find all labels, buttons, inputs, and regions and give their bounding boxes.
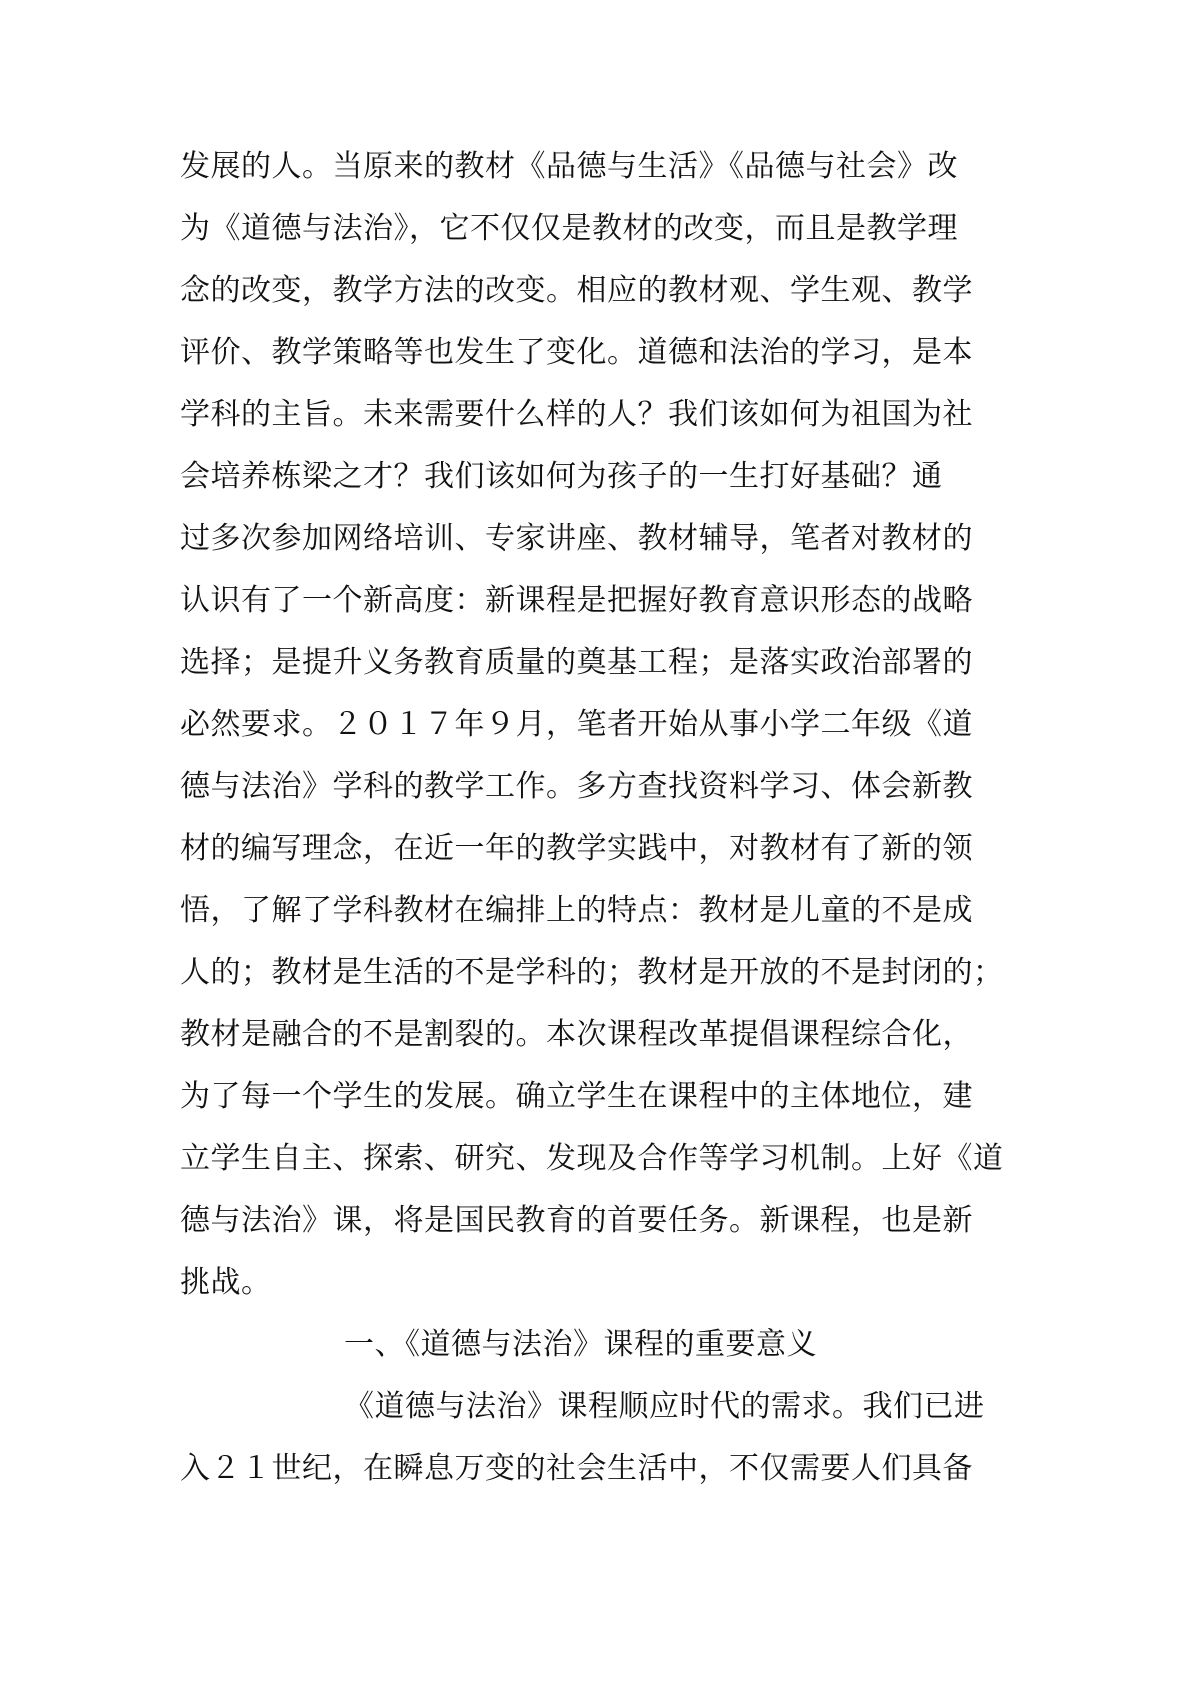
paragraph-line: 为了每一个学生的发展。确立学生在课程中的主体地位，建: [180, 1079, 973, 1114]
paragraph-line: 认识有了一个新高度：新课程是把握好教育意识形态的战略: [180, 583, 973, 618]
paragraph-line: 人的；教材是生活的不是学科的；教材是开放的不是封闭的；: [180, 955, 1004, 990]
paragraph-line: 《道德与法治》课程顺应时代的需求。我们已进: [344, 1389, 985, 1424]
paragraph-line: 教材是融合的不是割裂的。本次课程改革提倡课程综合化，: [180, 1017, 973, 1052]
section-heading: 一、《道德与法治》课程的重要意义: [344, 1327, 817, 1362]
paragraph-line: 为《道德与法治》，它不仅仅是教材的改变，而且是教学理: [180, 211, 958, 246]
paragraph-line: 发展的人。当原来的教材《品德与生活》《品德与社会》改: [180, 149, 958, 184]
paragraph-line: 德与法治》课，将是国民教育的首要任务。新课程，也是新: [180, 1203, 973, 1238]
paragraph-line: 德与法治》学科的教学工作。多方查找资料学习、体会新教: [180, 769, 973, 804]
paragraph-line: 念的改变，教学方法的改变。相应的教材观、学生观、教学: [180, 273, 973, 308]
paragraph-line: 挑战。: [180, 1265, 272, 1300]
paragraph-line: 必然要求。２０１７年９月，笔者开始从事小学二年级《道: [180, 707, 973, 742]
paragraph-line: 材的编写理念，在近一年的教学实践中，对教材有了新的领: [180, 831, 973, 866]
paragraph-line: 学科的主旨。未来需要什么样的人？我们该如何为祖国为社: [180, 397, 973, 432]
paragraph-line: 过多次参加网络培训、专家讲座、教材辅导，笔者对教材的: [180, 521, 973, 556]
paragraph-line: 会培养栋梁之才？我们该如何为孩子的一生打好基础？通: [180, 459, 943, 494]
paragraph-line: 立学生自主、探索、研究、发现及合作等学习机制。上好《道: [180, 1141, 1004, 1176]
paragraph-line: 选择；是提升义务教育质量的奠基工程；是落实政治部署的: [180, 645, 973, 680]
paragraph-line: 悟，了解了学科教材在编排上的特点：教材是儿童的不是成: [180, 893, 973, 928]
paragraph-line: 评价、教学策略等也发生了变化。道德和法治的学习，是本: [180, 335, 973, 370]
body-text: [180, 136, 1020, 1500]
paragraph-line: 入２１世纪，在瞬息万变的社会生活中，不仅需要人们具备: [180, 1451, 973, 1486]
